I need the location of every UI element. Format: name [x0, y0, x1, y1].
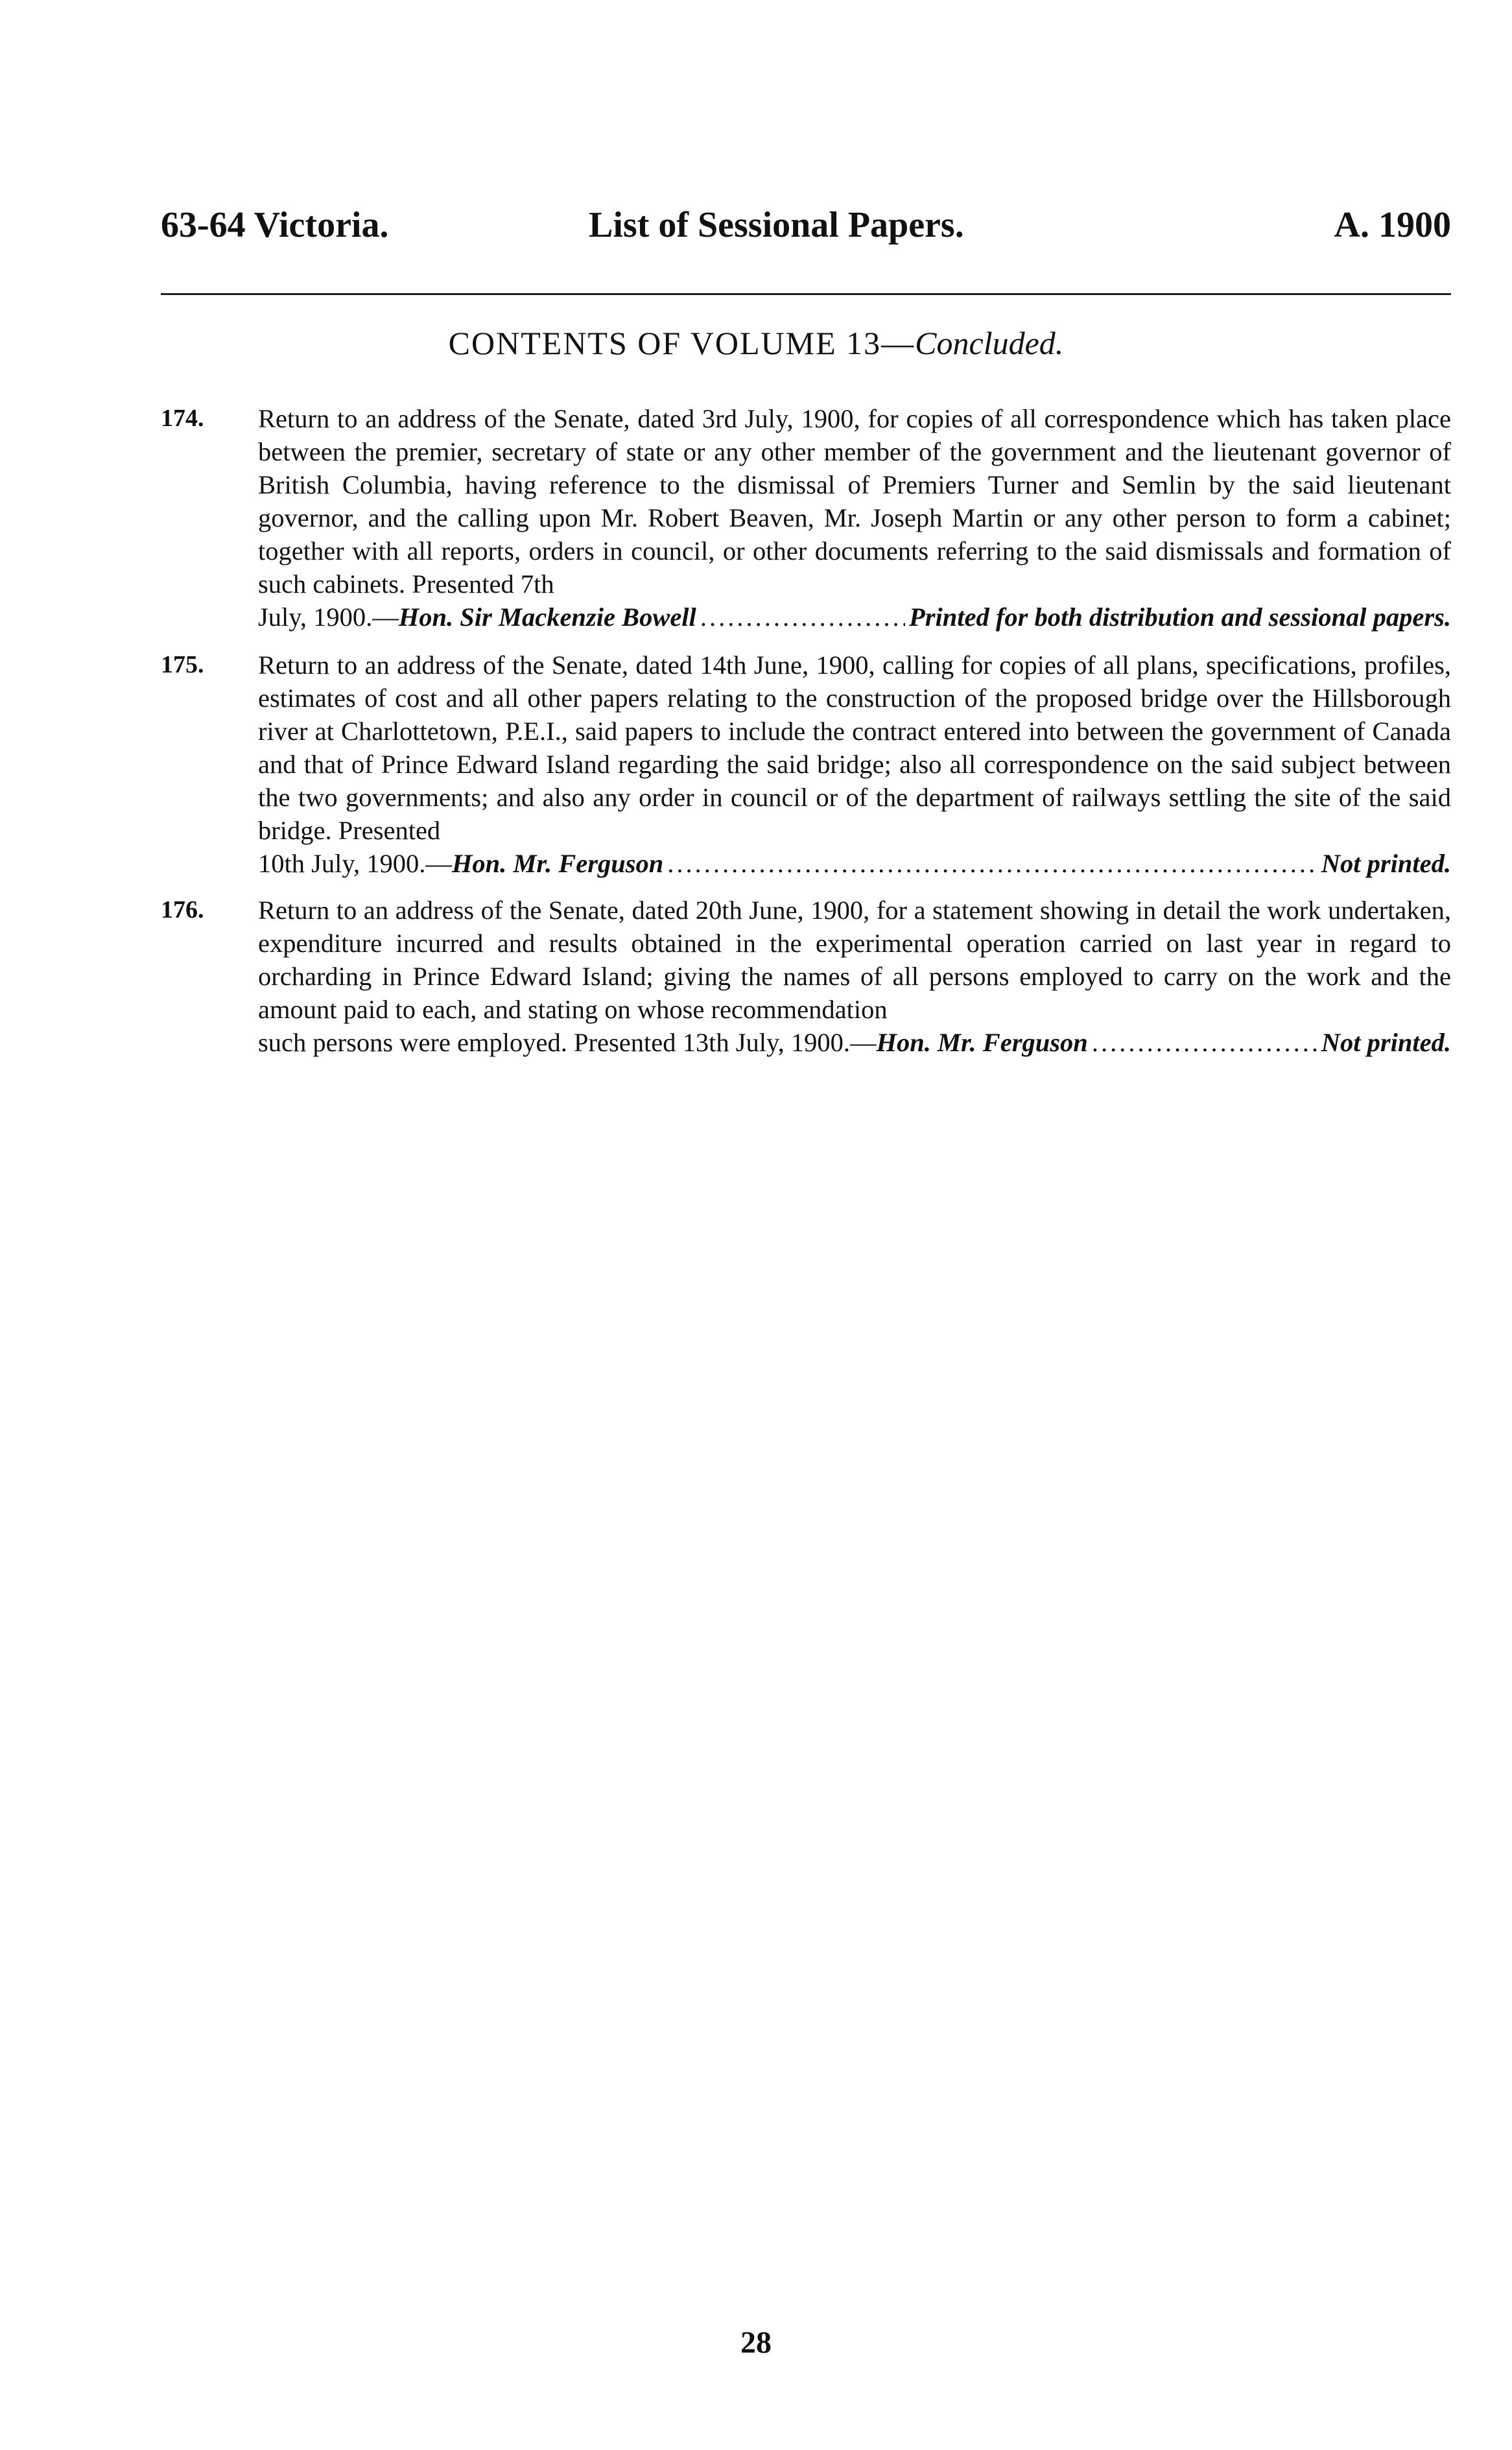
entry-presenter: Hon. Mr. Ferguson — [876, 1028, 1088, 1057]
contents-heading-italic: Concluded. — [915, 325, 1064, 361]
header-rule — [161, 293, 1451, 295]
dot-leader — [667, 847, 1317, 880]
entry-footer — [258, 847, 1451, 880]
header-title: List of Sessional Papers. — [589, 205, 964, 245]
entry-date: such persons were employed. Presented 13th July, 1900.— — [258, 1028, 877, 1057]
entry-status: Not printed. — [1321, 1028, 1451, 1057]
entry-number: 175. — [161, 651, 204, 678]
paper-entry-176 — [161, 894, 1451, 1059]
running-header — [161, 204, 1451, 256]
entry-date: July, 1900.— — [258, 602, 399, 632]
header-year: A. 1900 — [1334, 205, 1451, 245]
header-regnal-year: 63-64 Victoria. — [161, 205, 389, 245]
entry-number: 176. — [161, 896, 204, 923]
entry-status: Printed for both distribution and sessional papers. — [908, 602, 1451, 632]
paper-entry-175 — [161, 648, 1451, 880]
entry-text: Return to an address of the Senate, dated 3rd July, 1900, for copies of all correspondence which has taken place between the premier, secretary of state or any other member of the government and the lieutenant governor of British Columbia, having reference to the dismissal of Premiers Turner and Semlin by the said lieutenant governor, and the calling upon Mr. Robert Beaven, Mr. Joseph Martin or any other person to form a cabinet; together with all reports, orders in council, or other documents referring to the said dismissals and formation of such cabinets. Presented 7th — [258, 404, 1451, 599]
entry-status: Not printed. — [1321, 849, 1451, 878]
entry-number: 174. — [161, 405, 204, 432]
page-number: 28 — [740, 2325, 772, 2360]
entry-presenter: Hon. Sir Mackenzie Bowell — [398, 602, 696, 632]
dot-leader — [1092, 1026, 1317, 1059]
entry-footer — [258, 601, 1451, 634]
paper-entry-174 — [161, 402, 1451, 634]
entry-text: Return to an address of the Senate, dated 20th June, 1900, for a statement showing in detail the work undertaken, expenditure incurred and results obtained in the experimental operation carried on last year in regard to orcharding in Prince Edward Island; giving the names of all persons employed to carry on the work and the amount paid to each, and stating on whose recommendation — [258, 896, 1451, 1024]
contents-heading — [0, 324, 1512, 362]
entry-date: 10th July, 1900.— — [258, 849, 452, 878]
entry-text: Return to an address of the Senate, dated 14th June, 1900, calling for copies of all plans, specifications, profiles, estimates of cost and all other papers relating to the construction of the proposed bridge over the Hillsborough river at Charlottetown, P.E.I., said papers to include the contract entered into between the government of Canada and that of Prince Edward Island regarding the said bridge; also all correspondence on the said subject between the two governments; and also any order in council or of the department of railways settling the site of the said bridge. Presented — [258, 650, 1451, 845]
entry-footer — [258, 1026, 1451, 1059]
entry-presenter: Hon. Mr. Ferguson — [451, 849, 664, 878]
contents-heading-main: CONTENTS OF VOLUME 13— — [448, 325, 915, 361]
dot-leader — [700, 601, 905, 634]
